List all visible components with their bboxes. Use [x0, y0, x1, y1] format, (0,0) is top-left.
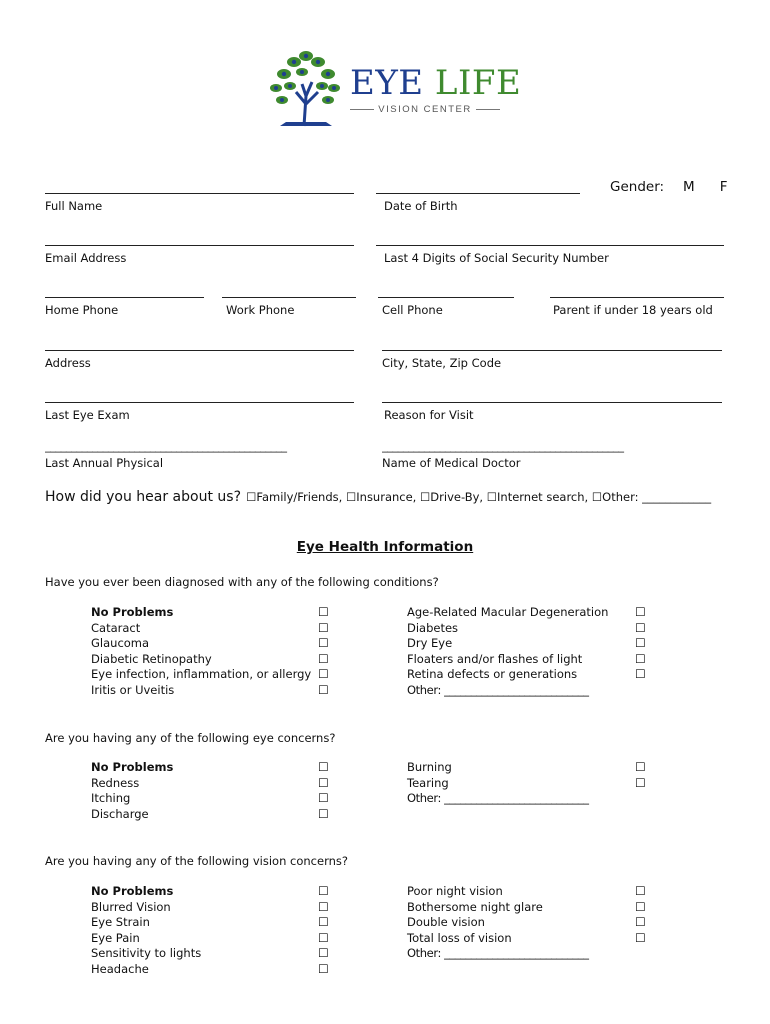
checkbox[interactable]: ☐ [318, 651, 329, 666]
list-item: No Problems [91, 605, 174, 619]
ssn-label: Last 4 Digits of Social Security Number [384, 251, 609, 265]
last-eye-exam-label: Last Eye Exam [45, 408, 130, 422]
full-name-label: Full Name [45, 199, 103, 213]
list-item: Retina defects or generations [407, 667, 578, 682]
cell-phone-label: Cell Phone [382, 303, 443, 317]
list-item: Dry Eye [407, 636, 453, 651]
checkbox[interactable]: ☐ [635, 651, 646, 666]
checkbox[interactable]: ☐ [635, 760, 646, 774]
checkbox[interactable]: ☐ [318, 915, 329, 930]
list-item: Floaters and/or flashes of light [407, 651, 583, 666]
vision-concerns-right-list [407, 884, 589, 962]
home-phone-line[interactable] [45, 297, 204, 298]
conditions-prompt: Have you ever been diagnosed with any of the following conditions? [45, 575, 439, 589]
list-item: Headache [91, 961, 149, 976]
list-item: Blurred Vision [91, 899, 171, 914]
tagline-text: VISION CENTER [378, 104, 472, 115]
list-item: Eye infection, inflammation, or allergy [91, 667, 312, 682]
vision-concerns-right-checkboxes [635, 884, 646, 946]
work-phone-line[interactable] [222, 297, 356, 298]
work-phone-label: Work Phone [226, 303, 295, 317]
list-item: Age-Related Macular Degeneration [407, 605, 609, 619]
parent-label: Parent if under 18 years old [553, 303, 713, 317]
checkbox[interactable]: ☐ [635, 915, 646, 930]
checkbox[interactable]: ☐ [635, 605, 646, 619]
vision-concerns-left-list [91, 884, 201, 978]
medical-doctor-line[interactable]: ______________________________________________ [382, 439, 624, 453]
checkbox[interactable]: ☐ [318, 884, 329, 898]
email-label: Email Address [45, 251, 127, 265]
list-item: Diabetes [407, 620, 459, 635]
referral-options[interactable]: ☐Family/Friends, ☐Insurance, ☐Drive-By, ☐Internet search, ☐Other: ____________ [246, 490, 712, 504]
checkbox[interactable]: ☐ [635, 620, 646, 635]
checkbox[interactable]: ☐ [635, 667, 646, 682]
checkbox[interactable]: ☐ [318, 946, 329, 961]
parent-line[interactable] [550, 297, 724, 298]
list-item: Glaucoma [91, 636, 150, 651]
list-item: Eye Strain [91, 915, 150, 930]
date-of-birth-label: Date of Birth [384, 199, 458, 213]
last-physical-label: Last Annual Physical [45, 456, 164, 470]
eye-concerns-prompt: Are you having any of the following eye concerns? [45, 731, 336, 745]
eye-concerns-right-checkboxes [635, 760, 646, 791]
brand-life: LIFE [434, 63, 522, 103]
reason-label: Reason for Visit [384, 408, 474, 422]
conditions-right-checkboxes [635, 605, 646, 683]
list-item: Sensitivity to lights [91, 946, 202, 961]
list-item: Burning [407, 760, 452, 774]
list-item: Redness [91, 775, 140, 790]
address-label: Address [45, 356, 91, 370]
list-item: Other: ___________________________ [407, 946, 589, 961]
checkbox[interactable]: ☐ [635, 899, 646, 914]
eye-concerns-right-list [407, 760, 589, 807]
list-item: Discharge [91, 806, 149, 821]
list-item: Bothersome night glare [407, 899, 543, 914]
cell-phone-line[interactable] [378, 297, 514, 298]
list-item: Cataract [91, 620, 141, 635]
checkbox[interactable]: ☐ [318, 667, 329, 682]
checkbox[interactable]: ☐ [318, 930, 329, 945]
list-item: Other: ___________________________ [407, 791, 589, 806]
checkbox[interactable]: ☐ [635, 775, 646, 790]
checkbox[interactable]: ☐ [318, 806, 329, 821]
gender-field [610, 179, 728, 195]
last-physical-line[interactable]: ______________________________________________ [45, 439, 287, 453]
city-state-zip-line[interactable] [382, 350, 722, 351]
list-item: Tearing [407, 775, 449, 790]
checkbox[interactable]: ☐ [635, 884, 646, 898]
brand-eye: EYE [350, 63, 424, 103]
vision-concerns-left-checkboxes [318, 884, 329, 978]
full-name-line[interactable] [45, 193, 354, 194]
last-eye-exam-line[interactable] [45, 402, 354, 403]
checkbox[interactable]: ☐ [318, 620, 329, 635]
list-item: Itching [91, 791, 131, 806]
checkbox[interactable]: ☐ [318, 760, 329, 774]
list-item: Diabetic Retinopathy [91, 651, 212, 666]
brand-name [350, 63, 522, 103]
home-phone-label: Home Phone [45, 303, 119, 317]
ssn-line[interactable] [376, 245, 724, 246]
checkbox[interactable]: ☐ [318, 899, 329, 914]
gender-female-option[interactable]: F [719, 179, 728, 195]
referral-question-text: How did you hear about us? [45, 489, 241, 505]
conditions-right-list [407, 605, 608, 699]
conditions-left-checkboxes [318, 605, 329, 699]
tree-eyes-icon [266, 46, 348, 130]
referral-question [45, 486, 711, 505]
checkbox[interactable]: ☐ [318, 775, 329, 790]
city-state-zip-label: City, State, Zip Code [382, 356, 502, 370]
gender-male-option[interactable]: M [682, 179, 695, 195]
list-item: Poor night vision [407, 884, 503, 898]
address-line[interactable] [45, 350, 354, 351]
eye-life-logo [266, 46, 522, 130]
checkbox[interactable]: ☐ [318, 636, 329, 651]
list-item: No Problems [91, 760, 174, 774]
email-line[interactable] [45, 245, 354, 246]
eye-concerns-left-list [91, 760, 173, 822]
list-item: Iritis or Uveitis [91, 682, 175, 697]
checkbox[interactable]: ☐ [635, 636, 646, 651]
checkbox[interactable]: ☐ [318, 605, 329, 619]
vision-concerns-prompt: Are you having any of the following vision concerns? [45, 854, 348, 868]
medical-doctor-label: Name of Medical Doctor [382, 456, 521, 470]
gender-label: Gender: [610, 179, 665, 195]
list-item: Eye Pain [91, 930, 140, 945]
list-item: No Problems [91, 884, 174, 898]
checkbox[interactable]: ☐ [318, 961, 329, 976]
list-item: Double vision [407, 915, 485, 930]
checkbox[interactable]: ☐ [318, 791, 329, 806]
reason-line[interactable] [382, 402, 722, 403]
checkbox[interactable]: ☐ [635, 930, 646, 945]
checkbox[interactable]: ☐ [318, 682, 329, 697]
date-of-birth-line[interactable] [376, 193, 580, 194]
eye-concerns-left-checkboxes [318, 760, 329, 822]
section-title: Eye Health Information [296, 539, 474, 555]
list-item: Total loss of vision [407, 930, 512, 945]
list-item: Other: ___________________________ [407, 682, 589, 697]
conditions-left-list [91, 605, 311, 699]
brand-tagline [350, 104, 500, 115]
